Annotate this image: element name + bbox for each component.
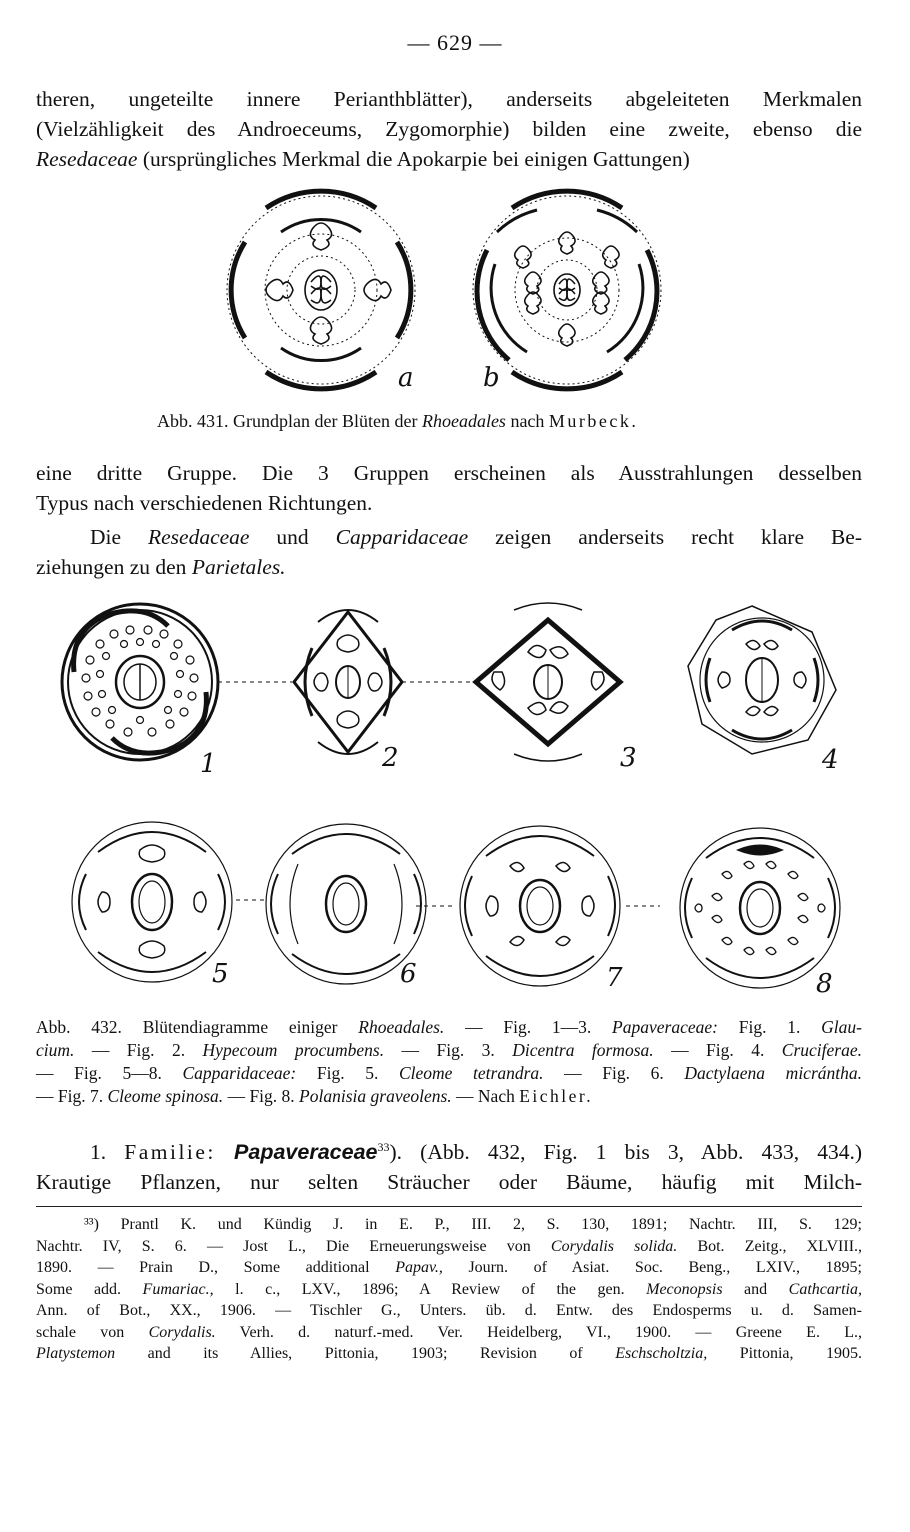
figure-label-a: a xyxy=(398,363,414,393)
paragraph-relations xyxy=(36,522,862,582)
taxon-name: Corydalis solida. xyxy=(550,1237,678,1255)
caption-author: Murbeck. xyxy=(548,411,639,431)
text-fragment: Die xyxy=(90,525,148,549)
text-fragment: l. c., LXV., 1896; A Review of the gen. xyxy=(213,1280,647,1298)
family-heading-line xyxy=(36,1132,862,1167)
text-line: (Vielzähligkeit des Androeceums, Zygomorphie) bilden eine zweite, ebenso die xyxy=(36,117,862,141)
petal-arc xyxy=(281,348,361,361)
caption-fragment: Fig. 1. xyxy=(717,1017,822,1037)
figure-431-diagram xyxy=(215,190,695,400)
caption-fragment: — Fig. 1—3. xyxy=(444,1017,613,1037)
caption-fragment: — Fig. 6. xyxy=(543,1063,685,1083)
floral-diagram-a xyxy=(227,191,415,389)
caption-fragment: — Fig. 7. xyxy=(36,1086,108,1106)
text-fragment: and its Allies, Pittonia, 1903; Revision of xyxy=(115,1345,616,1362)
caption-taxon: Capparidaceae: xyxy=(182,1063,297,1083)
footnote-line xyxy=(36,1343,862,1365)
text-line xyxy=(36,144,862,174)
taxon-name: Cathcartia, xyxy=(788,1280,862,1298)
taxon-name: Capparidaceae xyxy=(335,525,469,549)
footnote-line xyxy=(36,1322,862,1344)
taxon-name: Resedaceae xyxy=(148,525,250,549)
text-line: eine dritte Gruppe. Die 3 Gruppen erscheinen als Ausstrahlungen desselben xyxy=(36,461,862,485)
footnote-line xyxy=(36,1257,862,1279)
text-line xyxy=(36,552,862,582)
text-fragment: Pittonia, 1905. xyxy=(707,1345,863,1362)
footnote xyxy=(36,1214,862,1365)
footnote-marker: 33 xyxy=(377,1140,390,1154)
paragraph-family xyxy=(36,1132,862,1197)
text-line: Typus nach verschiedenen Richtungen. xyxy=(36,491,373,515)
text-fragment: und xyxy=(249,525,336,549)
text-line: theren, ungeteilte innere Perianthblätter), anderseits abgeleiteten Merkmalen xyxy=(36,87,862,111)
page-number: — 629 — xyxy=(407,30,503,55)
floral-diagram-b xyxy=(473,191,661,389)
caption-fragment: Fig. 5. xyxy=(296,1063,399,1083)
ovary xyxy=(554,274,580,306)
taxon-name: Eschscholtzia, xyxy=(615,1345,708,1362)
caption-taxon: Rhoeadales. xyxy=(358,1017,445,1037)
caption-line xyxy=(36,1062,862,1085)
petal-arc xyxy=(607,264,643,352)
caption-taxon: Dactylaena micrántha. xyxy=(684,1063,862,1083)
text-fragment: Nachtr. IV, S. 6. — Jost L., Die Erneuerungsweise von xyxy=(36,1237,551,1255)
caption-fragment: — Fig. 8. xyxy=(223,1086,300,1106)
text-line xyxy=(36,522,862,552)
stamens xyxy=(266,223,391,344)
figure-432-caption xyxy=(36,1016,862,1108)
taxon-name: Papav., xyxy=(395,1259,443,1276)
footnote-line: Ann. of Bot., XX., 1906. — Tischler G., Unters. üb. d. Entw. des Endosperms u. d. Samen- xyxy=(36,1302,862,1319)
family-name: Papaveraceae xyxy=(234,1140,378,1165)
sepal-arc xyxy=(266,191,376,208)
caption-fragment: — Fig. 5—8. xyxy=(36,1063,183,1083)
footnote-divider xyxy=(36,1206,862,1207)
taxon-name: Platystemon xyxy=(36,1345,116,1362)
caption-author: Eichler. xyxy=(519,1086,594,1106)
family-number: 1. xyxy=(90,1140,125,1165)
figure-431-caption xyxy=(157,410,638,433)
caption-fragment: Abb. 432. Blütendiagramme einiger xyxy=(36,1017,359,1037)
ovary xyxy=(305,270,337,310)
caption-taxon: Rhoeadales xyxy=(421,411,506,431)
caption-taxon: Cruciferae. xyxy=(781,1040,862,1060)
text-line: Krautige Pflanzen, nur selten Sträucher oder Bäume, häufig mit Milch- xyxy=(36,1170,862,1195)
text-fragment: Bot. Zeitg., XLVIII., xyxy=(677,1237,863,1255)
text-fragment: ). (Abb. 432, Fig. 1 bis 3, Abb. 433, 434.) xyxy=(389,1140,862,1165)
taxon-name: Fumariac., xyxy=(142,1280,214,1298)
text-fragment: Some add. xyxy=(36,1280,143,1298)
sepal-arc xyxy=(266,372,376,389)
caption-taxon: Cleome spinosa. xyxy=(107,1086,224,1106)
figure-label-1: 1 xyxy=(200,749,217,779)
figure-label-4: 4 xyxy=(822,745,839,775)
footnote-line: ³³) Prantl K. und Kündig J. in E. P., III. 2, S. 130, 1891; Nachtr. III, S. 129; xyxy=(84,1216,862,1233)
petal-arc xyxy=(491,264,527,352)
caption-taxon: Glau- xyxy=(821,1017,862,1037)
caption-fragment: — Nach xyxy=(451,1086,520,1106)
diagram-fig-1 xyxy=(62,604,218,760)
petal-arc xyxy=(497,210,537,232)
caption-line xyxy=(36,1039,862,1062)
taxon-name: Resedaceae xyxy=(36,147,138,171)
caption-fragment: — Fig. 2. xyxy=(74,1040,203,1060)
caption-taxon: Dicentra formosa. xyxy=(512,1040,654,1060)
paragraph-groups xyxy=(36,458,862,518)
sepal-arc xyxy=(512,191,622,208)
paragraph-intro xyxy=(36,84,862,174)
caption-fragment: nach xyxy=(505,411,549,431)
text-fragment: (ursprüngliches Merkmal die Apokarpie bei einigen Gattungen) xyxy=(137,147,690,171)
petal-arc xyxy=(597,210,637,232)
diagram-fig-3 xyxy=(476,603,620,761)
caption-taxon: Cleome tetrandra. xyxy=(398,1063,544,1083)
taxon-name: Parietales. xyxy=(191,555,286,579)
caption-taxon: Papaveraceae: xyxy=(612,1017,718,1037)
caption-taxon: Hypecoum procumbens. xyxy=(202,1040,385,1060)
text-fragment: schale von xyxy=(36,1323,149,1341)
text-fragment: Verh. d. naturf.-med. Ver. Heidelberg, VI., 1900. — Greene E. L., xyxy=(215,1323,863,1341)
text-fragment: and xyxy=(722,1280,789,1298)
caption-fragment: — Fig. 4. xyxy=(653,1040,782,1060)
sepal-arc xyxy=(512,372,622,389)
text-fragment: zeigen anderseits recht klare Be- xyxy=(468,525,862,549)
figure-label-7: 7 xyxy=(606,963,623,993)
diagram-fig-7 xyxy=(460,826,620,986)
family-word: Familie: xyxy=(124,1140,216,1165)
figure-label-b: b xyxy=(483,363,500,393)
caption-fragment: — Fig. 3. xyxy=(384,1040,513,1060)
text-fragment: 1890. — Prain D., Some additional xyxy=(36,1259,396,1276)
diagram-fig-4 xyxy=(688,606,836,754)
caption-line xyxy=(36,1085,862,1108)
footnote-line xyxy=(36,1279,862,1301)
caption-fragment: Abb. 431. Grundplan der Blüten der xyxy=(157,411,422,431)
figure-label-6: 6 xyxy=(400,959,417,989)
figure-label-5: 5 xyxy=(212,959,229,989)
taxon-name: Corydalis. xyxy=(148,1323,216,1341)
diagram-fig-5 xyxy=(72,822,232,982)
figure-432-diagrams xyxy=(40,590,870,1000)
text-fragment: Journ. of Asiat. Soc. Beng., LXIV., 1895; xyxy=(442,1259,863,1276)
figure-label-2: 2 xyxy=(382,743,399,773)
diagram-fig-2 xyxy=(294,610,402,754)
petal-arc xyxy=(281,219,361,232)
footnote-line xyxy=(36,1236,862,1258)
caption-taxon: Polanisia graveolens. xyxy=(299,1086,452,1106)
caption-taxon: cium. xyxy=(36,1040,75,1060)
taxon-name: Meconopsis xyxy=(646,1280,723,1298)
text-fragment: ziehungen zu den xyxy=(36,555,192,579)
caption-line xyxy=(36,1016,862,1039)
diagram-fig-8 xyxy=(680,828,840,988)
figure-label-8: 8 xyxy=(816,969,833,999)
figure-label-3: 3 xyxy=(620,743,637,773)
